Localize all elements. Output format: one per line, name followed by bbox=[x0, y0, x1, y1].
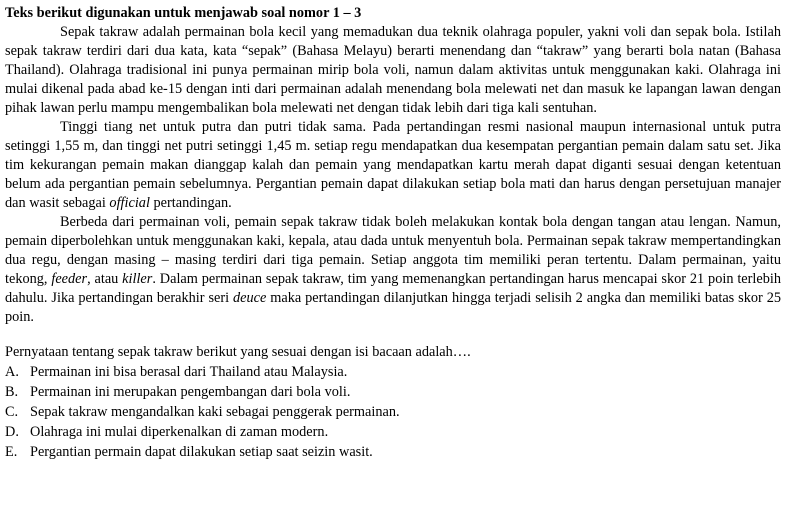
option-b[interactable] bbox=[5, 382, 781, 402]
option-e[interactable] bbox=[5, 442, 781, 462]
option-b-letter: B. bbox=[5, 384, 19, 400]
paragraph-2-text: Tinggi tiang net untuk putra dan putri tidak sama. Pada pertandingan resmi nasional maupun internasional untuk putra setinggi 1,55 m, dan tinggi net putri setinggi 1,45 m. setiap regu mendapatkan dua kesempatan pergantian pemain dalam satu set. Jika tim kekurangan pemain makan dianggap kalah dan pemain yang mendapatkan kartu merah dapat diganti sesuai dengan ketentuan belum ada pergantian pemain sebelumnya. Pergantian pemain dapat dilakukan setiap bola mati dan harus dengan persetujuan manajer dan wasit sebagai bbox=[5, 119, 781, 211]
paragraph-3-text-mid1: , atau bbox=[87, 271, 123, 287]
question-stem: Pernyataan tentang sepak takraw berikut yang sesuai dengan isi bacaan adalah…. bbox=[5, 344, 471, 360]
paragraph-2-italic-official: official bbox=[109, 195, 150, 211]
paragraph-3-text-mid2: . Dalam permainan sepak takraw, tim yang memenangkan pertandingan harus mencapai skor 21 poin terlebih dahulu. Jika pertandingan berakhir seri bbox=[5, 271, 781, 306]
option-c-letter: C. bbox=[5, 404, 19, 420]
option-d-text: Olahraga ini mulai diperkenalkan di zaman modern. bbox=[30, 424, 329, 440]
option-c-text: Sepak takraw mengandalkan kaki sebagai penggerak permainan. bbox=[30, 404, 400, 420]
option-e-text: Pergantian permain dapat dilakukan setiap saat seizin wasit. bbox=[30, 444, 373, 460]
paragraph-2-text-end: pertandingan. bbox=[149, 195, 232, 211]
paragraph-3-italic-deuce: deuce bbox=[233, 290, 267, 306]
paragraph-3 bbox=[5, 213, 781, 327]
option-c[interactable] bbox=[5, 402, 781, 422]
passage-heading: Teks berikut digunakan untuk menjawab soal nomor 1 – 3 bbox=[5, 5, 362, 21]
option-e-letter: E. bbox=[5, 444, 18, 460]
option-a-text: Permainan ini bisa berasal dari Thailand atau Malaysia. bbox=[30, 364, 348, 380]
option-a-letter: A. bbox=[5, 364, 19, 380]
paragraph-3-text-end: maka pertandingan dilanjutkan hingga terjadi selisih 2 angka dan memiliki batas skor 25 poin. bbox=[5, 290, 781, 325]
paragraph-3-italic-killer: killer bbox=[122, 271, 153, 287]
option-a[interactable] bbox=[5, 362, 781, 382]
paragraph-3-text: Berbeda dari permainan voli, pemain sepak takraw tidak boleh melakukan kontak bola dengan tangan atau lengan. Namun, pemain diperbolehkan untuk menggunakan kaki, kepala, atau dada untuk menyentuh bola. Permainan sepak takraw mempertandingkan dua regu, dengan masing – masing terdiri dari tiga pemain. Setiap anggota tim memiliki peran tertentu. Dalam permainan, yaitu tekong, bbox=[5, 214, 781, 287]
option-d[interactable] bbox=[5, 422, 781, 442]
paragraph-1: Sepak takraw adalah permainan bola kecil yang memadukan dua teknik olahraga populer, yakni voli dan sepak bola. Istilah sepak takraw terdiri dari dua kata, kata “sepak” (Bahasa Melayu) berarti menendang dan “takraw” yang berarti bola natan (Bahasa Thailand). Olahraga tradisional ini punya permainan mirip bola voli, namun dalam aktivitas untuk menggunakan kaki. Olahraga ini mulai dikenal pada abad ke-15 dengan inti dari permainan adalah menendang bola melewati net dan masuk ke lapangan lawan dengan pihak lawan perlu mampu mengembalikan bola melewati net dengan tidak lebih dari tiga kali sentuhan. bbox=[5, 24, 781, 116]
answer-options bbox=[5, 362, 781, 462]
option-b-text: Permainan ini merupakan pengembangan dari bola voli. bbox=[30, 384, 351, 400]
option-d-letter: D. bbox=[5, 424, 19, 440]
paragraph-2 bbox=[5, 118, 781, 213]
paragraph-3-italic-feeder: feeder bbox=[51, 271, 88, 287]
